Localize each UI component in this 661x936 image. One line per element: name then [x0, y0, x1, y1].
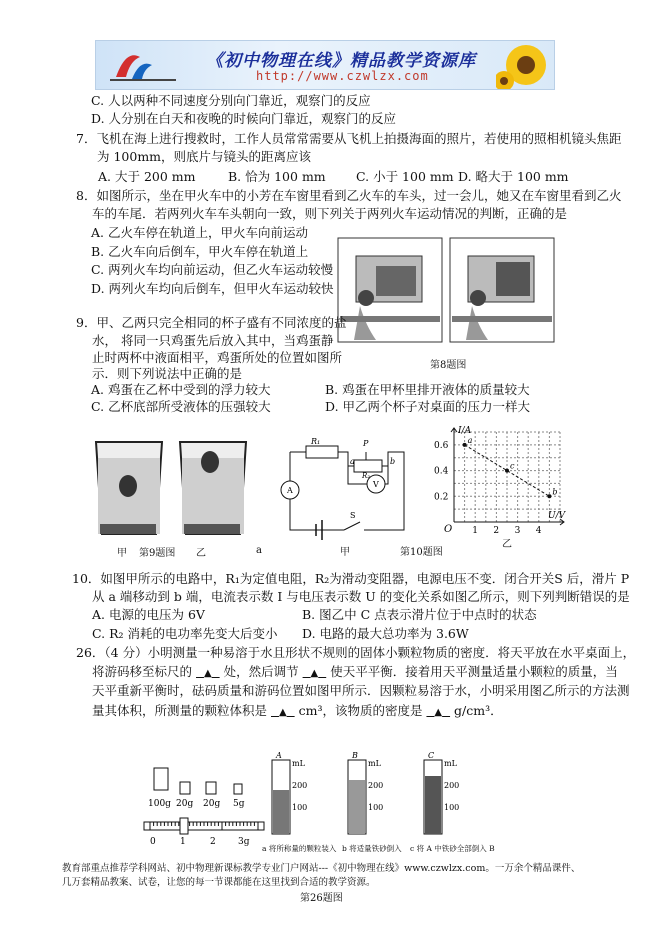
resistor-r1 [306, 446, 338, 458]
label-b: b [390, 457, 396, 466]
cylinder-c [424, 752, 459, 834]
q26-stem-3: 天平重新平衡时，砝码质量和游码位置如图甲所示．因颗粒易溶于水，小明采用图乙所示的方法测 [92, 683, 630, 698]
cup-jia [96, 442, 162, 534]
q10-option-c: C. R₂ 消耗的电功率先变大后变小 [92, 626, 278, 641]
cylinder-c-100: 100 [444, 803, 460, 812]
q7-option-d: D. 略大于 100 mm [458, 169, 569, 184]
q26-stem-1: 26．（4 分）小明测量一种易溶于水且形状不规则的固体小颗粒物质的密度．将天平放在水平桌面上， [76, 645, 636, 660]
q10-circuit [276, 434, 416, 542]
weight-label-5g: 5g [233, 799, 245, 809]
scale-label-2: 2 [210, 837, 216, 847]
q7-stem: 7．飞机在海上进行搜救时，工作人员常常需要从飞机上拍摄海面的照片，若使用的照相机镜头焦距 [76, 131, 622, 146]
q8-caption: 第8题图 [430, 360, 467, 371]
y-axis-label: I/A [458, 426, 472, 436]
scale-label-1: 1 [180, 837, 186, 847]
data-point-label-c: c [510, 461, 515, 471]
answer-blank-2[interactable]: ▲ [310, 668, 319, 679]
cylinder-a [272, 752, 307, 834]
cylinder-a-label: A [276, 752, 282, 760]
q9-stem-4: 示．则下列说法中正确的是 [92, 366, 243, 381]
q7-stem-2: 为 100mm，则底片与镜头的距离应该 [97, 149, 312, 164]
q7-option-b: B. 恰为 100 mm [228, 169, 326, 184]
label-a: a [350, 457, 355, 466]
q7-option-c: C. 小于 100 mm [356, 169, 454, 184]
x-tick-label: 2 [493, 526, 500, 536]
weight-100g-icon [154, 768, 168, 790]
answer-blank-4[interactable]: ▲ [434, 707, 443, 718]
logo-icon [106, 47, 186, 83]
cylinder-b-100: 100 [368, 803, 384, 812]
q9-option-a: A. 鸡蛋在乙杯中受到的浮力较大 [91, 382, 271, 397]
q9-option-d: D. 甲乙两个杯子对桌面的压力一样大 [325, 399, 531, 414]
banner-title: 《初中物理在线》精品教学资源库 [206, 51, 476, 71]
label-r2: R₂ [362, 472, 371, 480]
banner-url[interactable]: http://www.czwlzx.com [256, 69, 429, 83]
q8-option-b: B. 乙火车向后倒车，甲火车停在轨道上 [91, 244, 309, 259]
cylinder-c-200: 200 [444, 781, 460, 790]
q9-option-b: B. 鸡蛋在甲杯里排开液体的质量较大 [325, 382, 530, 397]
q10-option-a: A. 电源的电压为 6V [92, 607, 205, 622]
q9-stem-2: 水， 将同一只鸡蛋先后放入其中，当鸡蛋静 [92, 333, 334, 348]
cylinder-c-label: C [428, 752, 435, 760]
weight-label-20g: 20g [176, 799, 194, 809]
x-tick-label: 1 [472, 526, 478, 536]
q8-option-a: A. 乙火车停在轨道上，甲火车向前运动 [91, 225, 308, 240]
q9-caption-yi: 乙 [196, 548, 206, 559]
label-voltmeter: V [373, 480, 379, 489]
q8-figure [336, 236, 562, 348]
cylinder-b-unit: mL [368, 759, 381, 768]
q9-option-c: C. 乙杯底部所受液体的压强较大 [91, 399, 271, 414]
q10-caption: 第10题图 [400, 547, 443, 558]
q26-cylinder-caption-1: a 将所称量的颗粒装入 [262, 844, 337, 853]
train-window-scene-1 [338, 238, 442, 342]
egg-yi [201, 451, 219, 473]
q9-caption-jia: 甲 [117, 548, 127, 559]
answer-blank-3[interactable]: ▲ [278, 707, 287, 718]
cylinder-a-200: 200 [292, 781, 308, 790]
q26-stem-2: 将游码移至标尺的 ▲ 处，然后调节 ▲ 使天平平衡．接着用天平测量适量小颗粒的质量，当 [92, 664, 618, 679]
q9-stem-3: 止时两杯中液面相平，鸡蛋所处的位置如图所 [92, 350, 343, 365]
x-axis-label: U/V [548, 511, 566, 521]
cylinder-a-100: 100 [292, 803, 308, 812]
cup-yi [180, 442, 246, 534]
q26-caption: 第26题图 [300, 893, 343, 904]
q26-balance-figure [140, 760, 270, 860]
q26-cylinders [262, 752, 472, 842]
y-tick-label: 0.4 [434, 466, 449, 477]
label-r1: R₁ [311, 437, 321, 446]
q10-caption-yi: 乙 [502, 539, 512, 550]
x-tick-label: 4 [535, 526, 542, 536]
data-point-c [505, 469, 509, 473]
egg-jia [119, 475, 137, 497]
y-tick-label: 0.2 [434, 492, 449, 503]
q9-figure [88, 436, 258, 546]
cylinder-b-200: 200 [368, 781, 384, 790]
header-banner [95, 40, 555, 90]
label-p: P [363, 439, 369, 448]
data-point-a [463, 443, 467, 447]
rider-icon [180, 818, 188, 834]
weight-20g-icon-2 [206, 782, 216, 794]
q10-caption-jia: 甲 [340, 547, 350, 558]
q7-option-a: A. 大于 200 mm [98, 169, 196, 184]
sunflower-icon [496, 41, 554, 89]
q9-caption: 第9题图 [139, 548, 176, 559]
q6-option-d: D. 人分别在白天和夜晚的时候向门靠近，观察门的反应 [91, 111, 397, 126]
q6-option-c: C. 人以两种不同速度分别向门靠近，观察门的反应 [91, 93, 371, 108]
q26-cylinder-caption-2: b 将适量铁砂倒入 [342, 844, 402, 853]
data-point-label-a: a [467, 435, 473, 445]
q26-stem-4: 量其体积，所测量的颗粒体积是 ▲ cm³，该物质的密度是 ▲ g/cm³． [92, 703, 503, 718]
scale-label-0: 0 [150, 837, 156, 847]
q9-stem: 9．甲、乙两只完全相同的杯子盛有不同浓度的盐 [76, 315, 347, 330]
q8-stem: 8．如图所示，坐在甲火车中的小芳在车窗里看到乙火车的车头，过一会儿，她又在车窗里看到乙火 [76, 188, 622, 203]
q10-stem-2: 从 a 端移动到 b 端，电流表示数 I 与电压表示数 U 的变化关系如图乙所示，则下列判断错误的是 [92, 589, 630, 604]
label-switch: S [350, 511, 356, 520]
cylinder-b-label: B [352, 752, 358, 760]
q9-caption-a: a [256, 545, 262, 556]
cylinder-b [348, 752, 383, 834]
footer-line-1: 教育部重点推荐学科网站、初中物理新课标教学专业门户网站---《初中物理在线》www.czwlzx.com。一万余个精品课件、 [62, 863, 581, 874]
weight-5g-icon [234, 784, 242, 794]
q8-option-c: C. 两列火车均向前运动，但乙火车运动较慢 [91, 262, 334, 277]
q10-option-d: D. 电路的最大总功率为 3.6W [302, 626, 469, 641]
weight-label-20g-2: 20g [203, 799, 221, 809]
weight-label-100g: 100g [148, 799, 171, 809]
q8-stem-2: 车的车尾．若两列火车车头朝向一致，则下列关于两列火车运动情况的判断，正确的是 [92, 206, 568, 221]
weight-20g-icon [180, 782, 190, 794]
q10-stem: 10．如图甲所示的电路中，R₁为定值电阻，R₂为滑动变阻器，电源电压不变．闭合开关S 后，滑片 P [72, 571, 630, 586]
q26-cylinder-caption-3: c 将 A 中铁砂全部倒入 B [410, 844, 495, 853]
q10-option-b: B. 图乙中 C 点表示滑片位于中点时的状态 [302, 607, 537, 622]
q8-option-d: D. 两列火车均向后倒车，但甲火车运动较快 [91, 281, 334, 296]
resistor-r2 [354, 460, 382, 472]
train-window-scene-2 [450, 238, 554, 342]
data-point-b [547, 494, 551, 498]
q10-chart [430, 424, 570, 536]
switch-icon [344, 522, 360, 530]
chart-grid [454, 432, 560, 522]
label-ammeter: A [287, 486, 293, 495]
cylinder-c-unit: mL [444, 759, 457, 768]
data-point-label-b: b [552, 487, 558, 497]
cylinder-a-unit: mL [292, 759, 305, 768]
origin-label: O [444, 524, 453, 535]
answer-blank-1[interactable]: ▲ [203, 668, 212, 679]
scale-label-3: 3g [238, 837, 250, 847]
y-tick-label: 0.6 [434, 440, 449, 451]
x-tick-label: 3 [514, 526, 521, 536]
footer-line-2: 几万套精品教案、试卷，让您的每一节课都能在这里找到合适的教学资源。 [62, 877, 376, 888]
